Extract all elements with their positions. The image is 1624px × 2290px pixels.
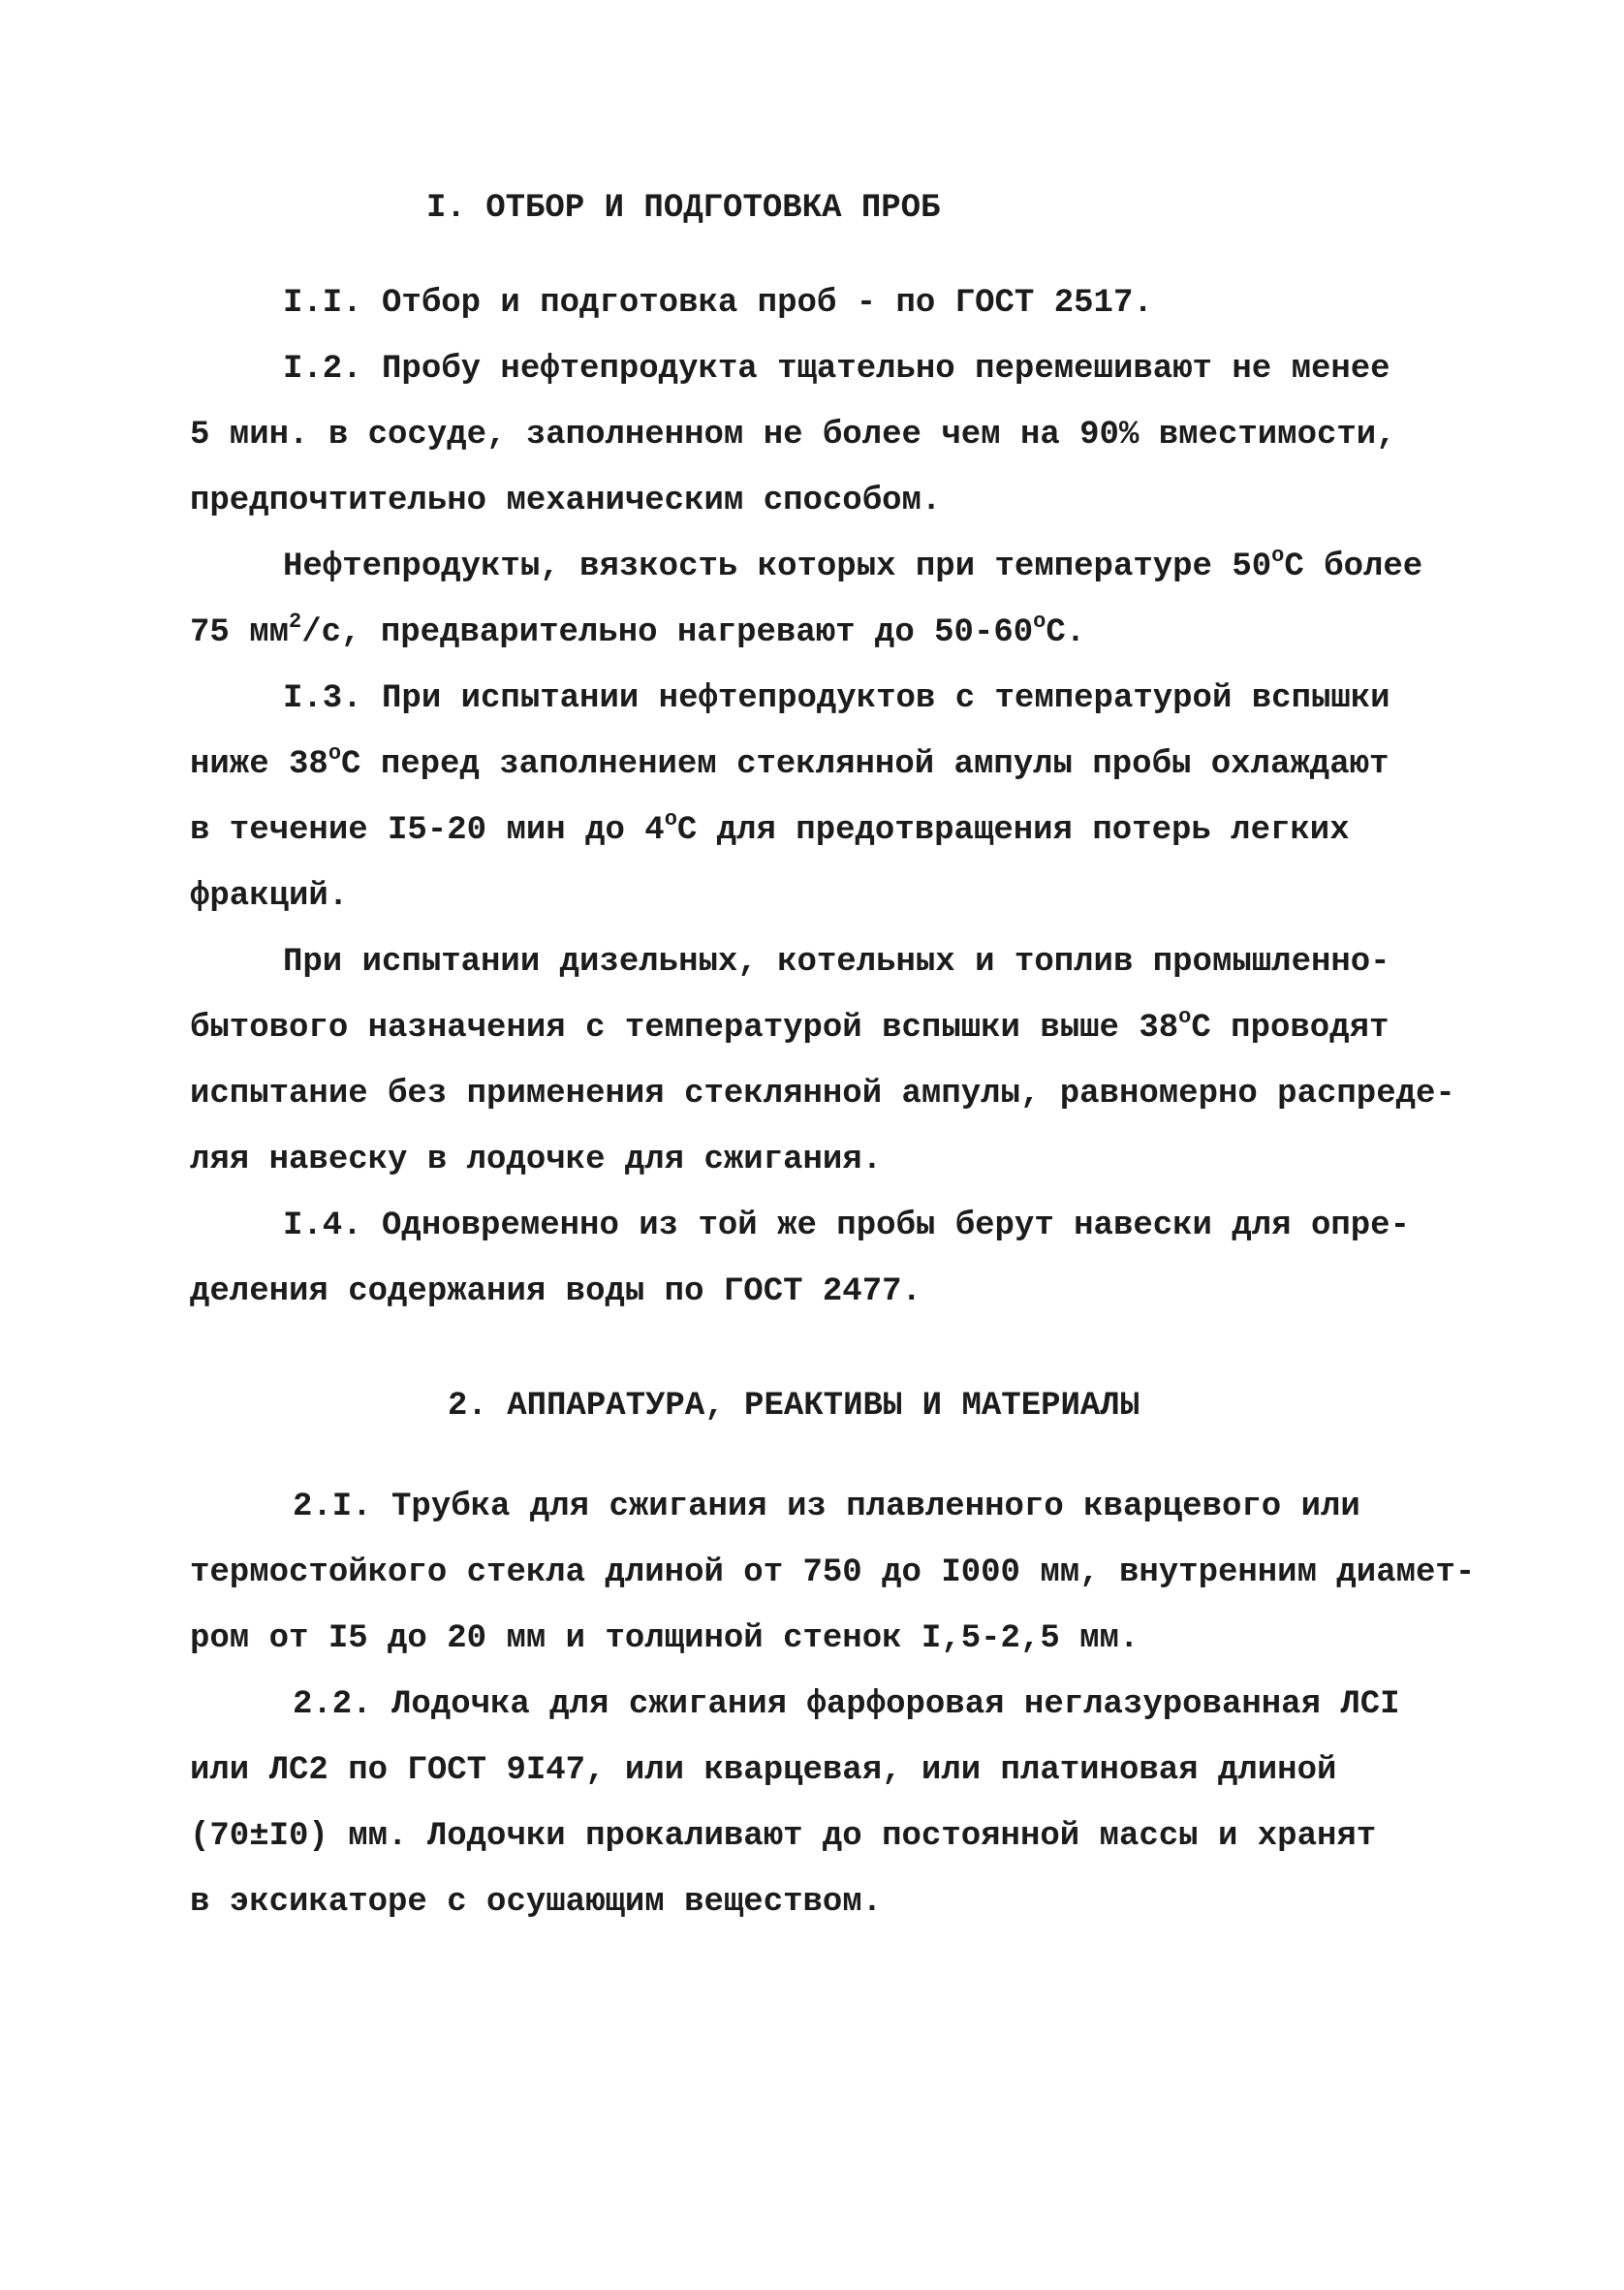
paragraph-1-3-line-2 [190, 741, 1390, 783]
text-run: С. [1046, 614, 1086, 651]
text-run: С проводят [1191, 1010, 1390, 1047]
section-2-heading: 2. АППАРАТУРА, РЕАКТИВЫ И МАТЕРИАЛЫ [448, 1388, 1140, 1425]
text-run: Нефтепродукты, вязкость которых при температуре 50 [283, 549, 1272, 585]
degree-sign: о [1178, 1005, 1192, 1029]
degree-sign: о [328, 741, 342, 766]
text-run: С более [1284, 549, 1423, 585]
paragraph-2-1-line-1: 2.I. Трубка для сжигания из плавленного кварцевого или [293, 1489, 1360, 1525]
text-run: бытового назначения с температурой вспышки выше 38 [190, 1010, 1179, 1047]
paragraph-1-2-line-1: I.2. Пробу нефтепродукта тщательно перемешивают не менее [283, 351, 1390, 388]
section-1-heading: I. ОТБОР И ПОДГОТОВКА ПРОБ [426, 190, 941, 227]
paragraph-1-3-line-3 [190, 807, 1350, 849]
paragraph-1-3b-line-2 [190, 1005, 1390, 1047]
paragraph-2-1-line-2: термостойкого стекла длиной от 750 до I000 мм, внутренним диамет- [190, 1554, 1476, 1591]
paragraph-1-2-line-3: предпочтительно механическим способом. [190, 483, 942, 519]
paragraph-2-2-line-4: в эксикаторе с осушающим веществом. [190, 1884, 883, 1921]
paragraph-2-2-line-1: 2.2. Лодочка для сжигания фарфоровая неглазурованная ЛСI [293, 1686, 1400, 1723]
paragraph-1-3-line-1: I.3. При испытании нефтепродуктов с температурой вспышки [283, 680, 1390, 717]
paragraph-1-2b-line-1 [283, 544, 1423, 585]
paragraph-2-1-line-3: ром от I5 до 20 мм и толщиной стенок I,5-2,5 мм. [190, 1620, 1140, 1657]
paragraph-1-3-line-4: фракций. [190, 878, 349, 915]
text-run: С перед заполнением стеклянной ампулы пробы охлаждают [341, 746, 1390, 783]
paragraph-1-3b-line-4: ляя навеску в лодочке для сжигания. [190, 1142, 883, 1178]
text-run: 75 мм [190, 614, 290, 651]
superscript-2: 2 [289, 610, 302, 634]
paragraph-1-4-line-1: I.4. Одновременно из той же пробы берут навески для опре- [283, 1208, 1410, 1244]
paragraph-1-4-line-2: деления содержания воды по ГОСТ 2477. [190, 1273, 921, 1310]
degree-sign: о [1271, 544, 1285, 568]
paragraph-2-2-line-3: (70±I0) мм. Лодочки прокаливают до постоянной массы и хранят [190, 1818, 1377, 1855]
degree-sign: о [664, 807, 677, 831]
text-run: /с, предварительно нагревают до 50-60 [301, 614, 1034, 651]
paragraph-1-2b-line-2 [190, 610, 1086, 651]
paragraph-2-2-line-2: или ЛС2 по ГОСТ 9I47, или кварцевая, или платиновая длиной [190, 1752, 1337, 1789]
text-run: С для предотвращения потерь легких [676, 812, 1350, 849]
paragraph-1-2-line-2: 5 мин. в сосуде, заполненном не более чем на 90% вместимости, [190, 417, 1396, 454]
paragraph-1-1: I.I. Отбор и подготовка проб - по ГОСТ 2517. [283, 285, 1153, 322]
text-run: в течение I5-20 мин до 4 [190, 812, 665, 849]
degree-sign: о [1033, 610, 1046, 634]
paragraph-1-3b-line-3: испытание без применения стеклянной ампулы, равномерно распреде- [190, 1076, 1455, 1113]
paragraph-1-3b-line-1: При испытании дизельных, котельных и топлив промышленно- [283, 944, 1390, 981]
text-run: ниже 38 [190, 746, 328, 783]
